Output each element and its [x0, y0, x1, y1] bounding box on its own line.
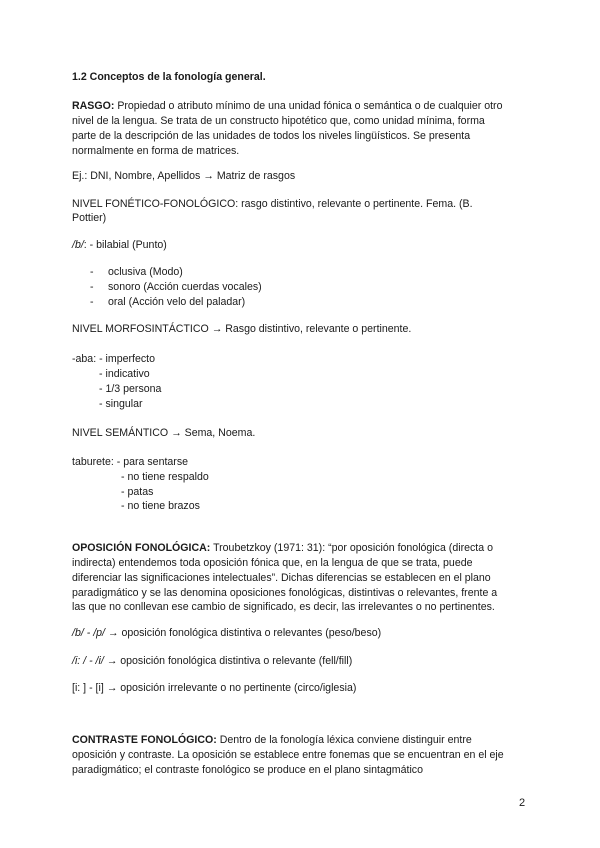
example-3-desc: → oposición irrelevante o no pertinente (circo/iglesia) — [103, 682, 357, 694]
example-row-2 — [72, 654, 352, 668]
semantico-item-2: - patas — [121, 486, 154, 498]
contraste-line-3: paradigmático; el contraste fonológico se produce en el plano sintagmático — [72, 764, 423, 776]
rasgo-line-3: parte de la descripción de las unidades de todos los niveles lingüísticos. Se presenta — [72, 130, 471, 142]
oposicion-term: OPOSICIÓN FONOLÓGICA: — [72, 542, 211, 554]
oposicion-line-2: indirecta) entendemos toda oposición fónica que, en la lengua de que se trata, puede — [72, 557, 473, 569]
contraste-line-2: oposición y contraste. La oposición se establece entre fonemas que se encuentran en el eje — [72, 749, 504, 761]
morfo-line: NIVEL MORFOSINTÁCTICO → Rasgo distintivo, relevante o pertinente. — [72, 323, 412, 335]
fonetico-bullet-2: - — [90, 281, 94, 293]
contraste-text-1: Dentro de la fonología léxica conviene distinguir entre — [216, 734, 472, 746]
section-heading: 1.2 Conceptos de la fonología general. — [72, 71, 266, 83]
oposicion-text-1: Troubetzkoy (1971: 31): “por oposición fonológica (directa o — [210, 542, 493, 554]
rasgo-line-1 — [72, 99, 502, 113]
contraste-line-1 — [72, 733, 472, 747]
morfo-item-3: - singular — [99, 398, 143, 410]
morfo-item-2: - 1/3 persona — [99, 383, 162, 395]
example-2-desc: → oposición fonológica distintiva o relevante (fell/fill) — [103, 655, 353, 667]
morfo-item-1: - indicativo — [99, 368, 150, 380]
fonetico-line-1: NIVEL FONÉTICO-FONOLÓGICO: rasgo distintivo, relevante o pertinente. Fema. (B. — [72, 198, 473, 210]
semantico-head: taburete: - para sentarse — [72, 456, 189, 468]
fonetico-item-3: oral (Acción velo del paladar) — [108, 296, 246, 308]
rasgo-text-1: Propiedad o atributo mínimo de una unidad fónica o semántica o de cualquier otro — [114, 100, 503, 112]
example-2-pair: /i: / - /i/ — [72, 655, 104, 667]
rasgo-line-4: normalmente en forma de matrices. — [72, 145, 240, 157]
morfo-head: -aba: - imperfecto — [72, 353, 156, 365]
semantico-item-1: - no tiene respaldo — [121, 471, 209, 483]
example-3-pair: [i: ] - [i] — [72, 682, 104, 694]
semantico-line: NIVEL SEMÁNTICO → Sema, Noema. — [72, 427, 256, 439]
fonetico-bullet-3: - — [90, 296, 94, 308]
rasgo-term: RASGO: — [72, 100, 115, 112]
phoneme-symbol: /b/ — [72, 239, 84, 251]
fonetico-bullet-1: - — [90, 266, 94, 278]
example-row-3 — [72, 681, 356, 695]
oposicion-line-1 — [72, 541, 493, 555]
oposicion-line-5: las que no conllevan ese cambio de significado, es decir, las irrelevantes o no pertinentes. — [72, 601, 495, 613]
fonetico-item-1: oclusiva (Modo) — [108, 266, 183, 278]
example-1-desc: → oposición fonológica distintiva o relevantes (peso/beso) — [104, 627, 382, 639]
semantico-item-3: - no tiene brazos — [121, 500, 200, 512]
phoneme-line — [72, 238, 167, 252]
oposicion-line-3: diferenciar las significaciones intelectuales”. Dichas diferencias se establecen en el plano — [72, 572, 491, 584]
oposicion-line-4: paradigmático y se las denomina oposiciones fonológicas, distintivas o relevantes, frente a — [72, 587, 498, 599]
phoneme-desc: : - bilabial (Punto) — [83, 239, 167, 251]
example-row-1 — [72, 626, 381, 640]
fonetico-line-2: Pottier) — [72, 212, 107, 224]
contraste-term: CONTRASTE FONOLÓGICO: — [72, 734, 217, 746]
rasgo-line-2: nivel de la lengua. Se trata de un constructo hipotético que, como unidad mínima, forma — [72, 115, 485, 127]
example-1-pair: /b/ - /p/ — [72, 627, 105, 639]
example-line: Ej.: DNI, Nombre, Apellidos → Matriz de rasgos — [72, 170, 296, 182]
page-number: 2 — [519, 797, 526, 809]
fonetico-item-2: sonoro (Acción cuerdas vocales) — [108, 281, 262, 293]
